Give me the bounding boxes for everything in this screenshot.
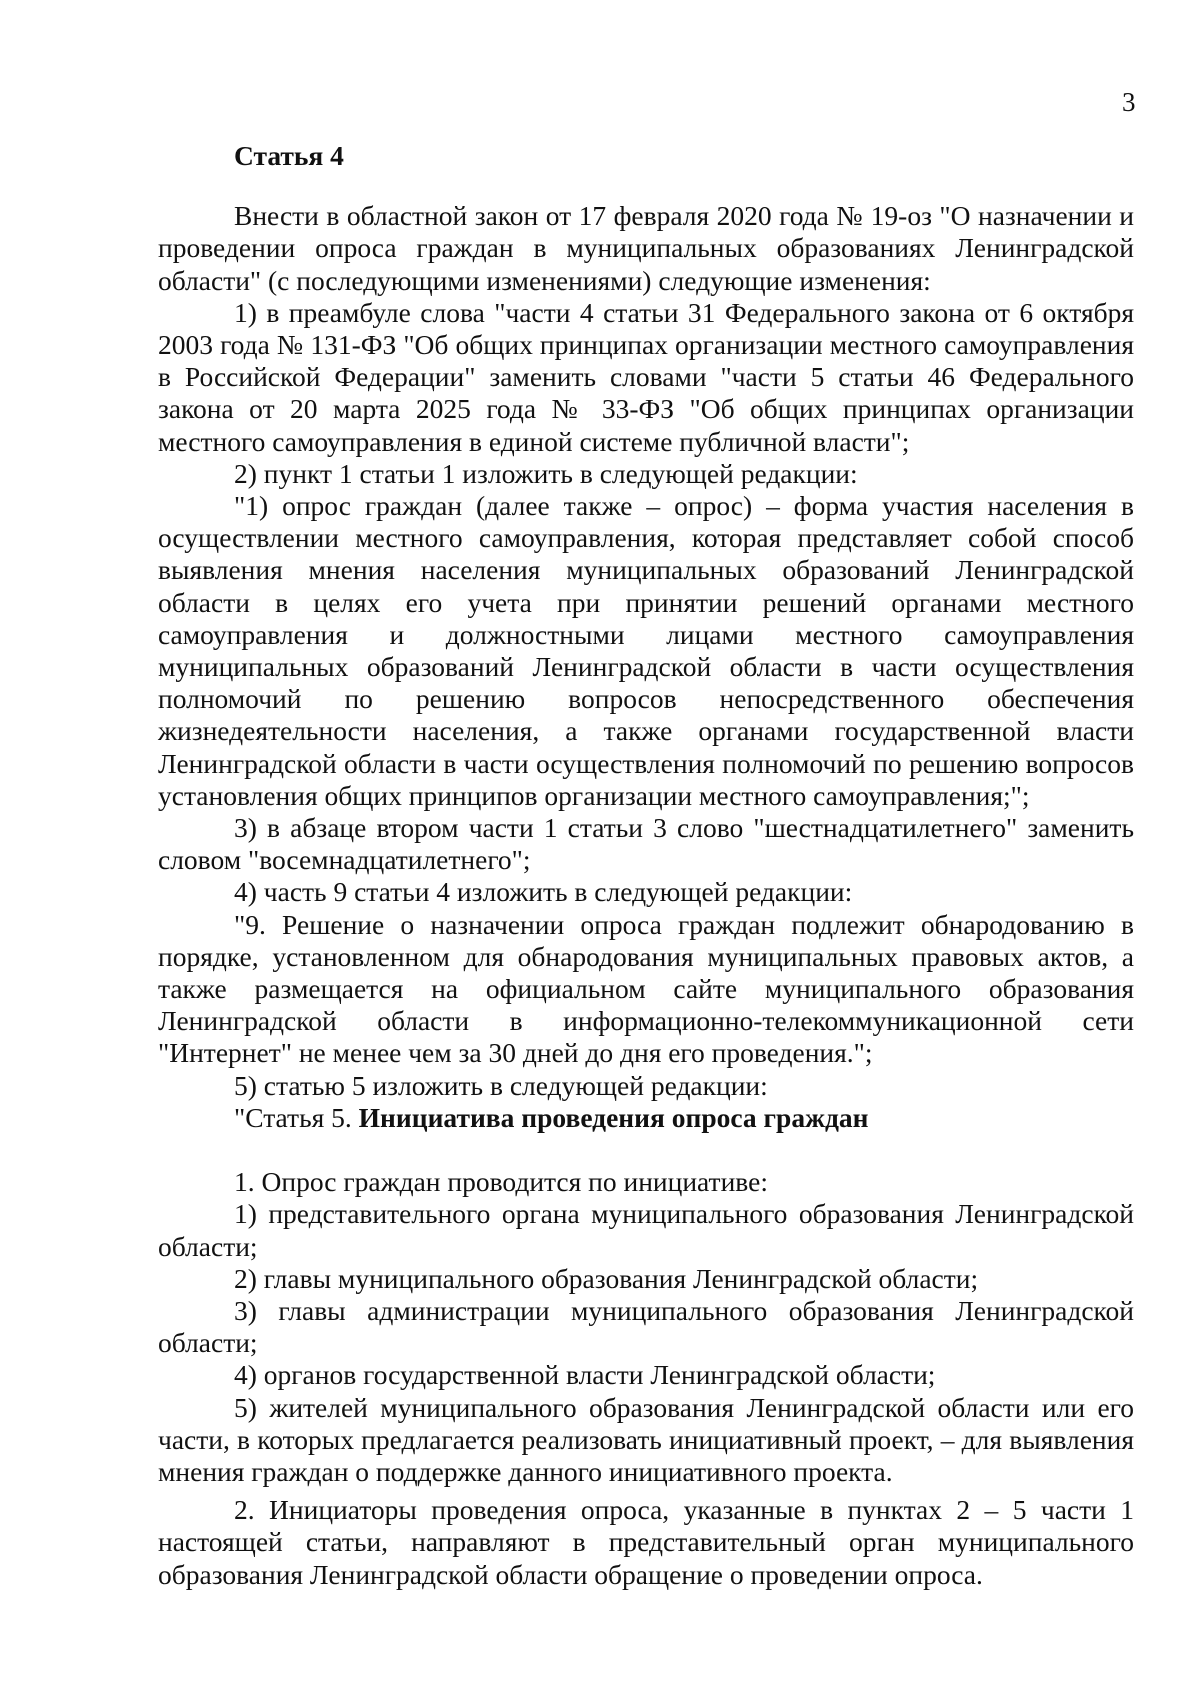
article5-part1: 1. Опрос граждан проводится по инициативе: [234, 1166, 768, 1198]
amendment-item-2-text: "1) опрос граждан (далее также – опрос) – форма участия населения в осуществлении местного самоуправления, которая представляет собой способ выявления мнения населения муниципальных образований Ленинградской области в целях его учета при принятии решений органами местного самоуправления и должностными лицами местного самоуправления муниципальных образований Ленинградской области в части осуществления полномочий по решению вопросов непосредственного обеспечения жизнедеятельности населения, а также органами государственной власти Ленинградской области в части осуществления полномочий по решению вопросов установления общих принципов организации местного самоуправления;"; [158, 490, 1134, 811]
amendment-item-3: 3) в абзаце втором части 1 статьи 3 слово "шестнадцатилетнего" заменить словом "восемнадцатилетнего"; [158, 812, 1134, 876]
new-article-title [158, 1102, 1134, 1134]
new-article-prefix: "Статья 5. [234, 1101, 359, 1133]
amendment-item-2: 2) пункт 1 статьи 1 изложить в следующей редакции: [234, 457, 858, 489]
article-heading: Статья 4 [234, 140, 344, 171]
initiator-item-1: 1) представительного органа муниципального образования Ленинградской области; [158, 1198, 1134, 1262]
initiator-item-5: 5) жителей муниципального образования Ленинградской области или его части, в которых предлагается реализовать инициативный проект, – для выявления мнения граждан о поддержке данного инициативного проекта. [158, 1391, 1134, 1487]
document-body [158, 140, 1134, 1591]
new-article-name: Инициатива проведения опроса граждан [358, 1101, 869, 1133]
page-number: 3 [1122, 87, 1136, 117]
initiator-item-3: 3) главы администрации муниципального образования Ленинградской области; [158, 1294, 1134, 1359]
amendment-item-5: 5) статью 5 изложить в следующей редакции: [234, 1069, 768, 1101]
initiator-item-2: 2) главы муниципального образования Ленинградской области; [234, 1262, 979, 1294]
intro-paragraph: Внести в областной закон от 17 февраля 2020 года № 19-оз "О назначении и проведении опроса граждан в муниципальных образованиях Ленинградской области" (с последующими изменениями) следующие изменения: [158, 200, 1134, 296]
initiator-item-4: 4) органов государственной власти Ленинградской области; [234, 1359, 936, 1391]
amendment-item-4-text: "9. Решение о назначении опроса граждан подлежит обнародованию в порядке, установленном для обнародования муниципальных правовых актов, а также размещается на официальном сайте муниципального образования Ленинградской области в информационно-телекоммуникационной сети "Интернет" не менее чем за 30 дней до дня его проведения."; [158, 908, 1134, 1069]
amendment-item-1: 1) в преамбуле слова "части 4 статьи 31 Федерального закона от 6 октября 2003 года № 131-ФЗ "Об общих принципах организации местного самоуправления в Российской Федерации" заменить словами "части 5 статьи 46 Федерального закона от 20 марта 2025 года № 33-ФЗ "Об общих принципах организации местного самоуправления в единой системе публичной власти"; [158, 296, 1134, 457]
article5-part2: 2. Инициаторы проведения опроса, указанные в пунктах 2 – 5 части 1 настоящей статьи, направляют в представительный орган муниципального образования Ленинградской области обращение о проведении опроса. [158, 1494, 1134, 1590]
amendment-item-4: 4) часть 9 статьи 4 изложить в следующей редакции: [234, 876, 853, 908]
